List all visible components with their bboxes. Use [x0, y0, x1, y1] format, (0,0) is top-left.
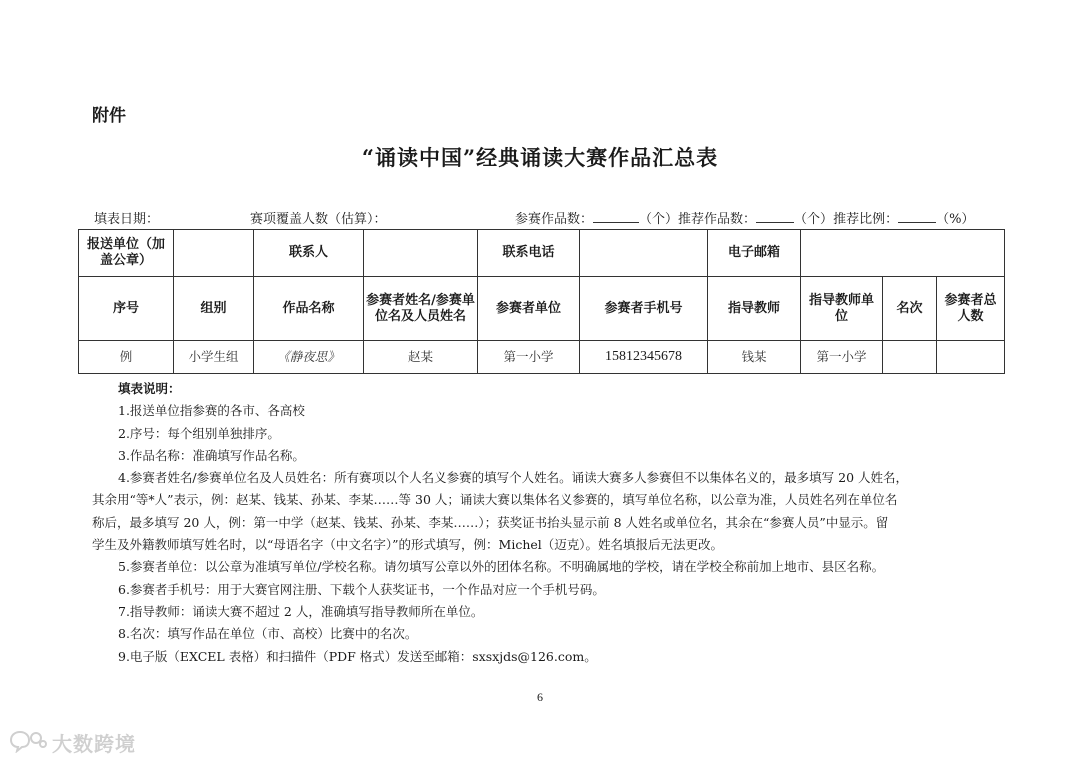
instruction-item-continued: 其余用“等*人”表示，例：赵某、钱某、孙某、李某……等 30 人；诵读大赛以集体名义参赛的，填写单位名称，以公章为准，人员姓名列在单位名 — [92, 492, 898, 508]
submitting-unit-header: 报送单位（加盖公章） — [79, 230, 174, 277]
instruction-item: 3.作品名称：准确填写作品名称。 — [118, 447, 305, 463]
contact-person-cell — [364, 230, 478, 277]
instructions-heading: 填表说明： — [118, 381, 181, 396]
col-header-no: 序号 — [79, 277, 174, 341]
fill-date-label: 填表日期： — [94, 212, 160, 227]
instruction-item-continued: 称后，最多填写 20 人，例：第一中学（赵某、钱某、孙某、李某……）；获奖证书抬头显示前 8 人姓名或单位名，其余在“参赛人员”中显示。留 — [92, 514, 889, 530]
col-header-group: 组别 — [174, 277, 254, 341]
example-group: 小学生组 — [174, 341, 254, 374]
submitting-unit-cell — [174, 230, 254, 277]
fill-coverage-label: 赛项覆盖人数（估算）： — [250, 212, 387, 227]
contact-phone-header: 联系电话 — [478, 230, 580, 277]
example-teacher: 钱某 — [708, 341, 801, 374]
entries-blank — [593, 208, 639, 223]
instruction-item: 1.报送单位指参赛的各市、各高校 — [118, 403, 305, 419]
watermark — [8, 728, 136, 757]
col-header-rank: 名次 — [883, 277, 937, 341]
info-row — [79, 230, 1005, 277]
instruction-item: 4.参赛者姓名/参赛单位名及人员姓名：所有赛项以个人名义参赛的填写个人姓名。诵读大赛多人参赛但不以集体名义的，最多填写 20 人姓名， — [118, 470, 908, 486]
instruction-item: 6.参赛者手机号：用于大赛官网注册、下载个人获奖证书，一个作品对应一个手机号码。 — [118, 581, 605, 597]
instruction-item: 9.电子版（EXCEL 表格）和扫描件（PDF 格式）发送至邮箱：sxsxjds@126.com。 — [118, 648, 597, 664]
email-header: 电子邮箱 — [708, 230, 801, 277]
col-header-phone: 参赛者手机号 — [580, 277, 708, 341]
instruction-item: 2.序号：每个组别单独排序。 — [118, 425, 280, 441]
ratio-unit: （%） — [936, 212, 975, 227]
recommended-unit: （个） — [794, 212, 834, 227]
table-row — [79, 341, 1005, 374]
attachment-label: 附件 — [92, 106, 126, 126]
column-header-row — [79, 277, 1005, 341]
contact-phone-cell — [580, 230, 708, 277]
ratio-blank — [898, 208, 936, 223]
example-phone: 15812345678 — [580, 341, 708, 374]
entries-unit: （个） — [639, 212, 679, 227]
page-title: “诵读中国”经典诵读大赛作品汇总表 — [361, 145, 719, 170]
instructions — [92, 378, 1018, 668]
example-participant: 赵某 — [364, 341, 478, 374]
col-header-teacher-unit: 指导教师单位 — [801, 277, 883, 341]
example-rank — [883, 341, 937, 374]
page-number: 6 — [537, 690, 543, 704]
fill-counts — [515, 208, 974, 227]
example-work: 《静夜思》 — [254, 341, 364, 374]
chat-bubble-icon — [8, 729, 48, 757]
ratio-label: 推荐比例： — [833, 212, 899, 227]
contact-person-header: 联系人 — [254, 230, 364, 277]
watermark-text: 大数跨境 — [52, 732, 136, 756]
col-header-teacher: 指导教师 — [708, 277, 801, 341]
instruction-item: 7.指导教师：诵读大赛不超过 2 人，准确填写指导教师所在单位。 — [118, 603, 484, 619]
example-teacher-unit: 第一小学 — [801, 341, 883, 374]
example-unit: 第一小学 — [478, 341, 580, 374]
instruction-item-continued: 学生及外籍教师填写姓名时，以“母语名字（中文名字）”的形式填写，例：Michel（迈克）。姓名填报后无法更改。 — [92, 537, 724, 553]
entries-label: 参赛作品数： — [515, 212, 594, 227]
recommended-label: 推荐作品数： — [678, 212, 757, 227]
example-no: 例 — [79, 341, 174, 374]
example-total — [937, 341, 1005, 374]
email-cell — [801, 230, 1005, 277]
instruction-item: 8.名次：填写作品在单位（市、高校）比赛中的名次。 — [118, 626, 418, 642]
recommended-blank — [756, 208, 794, 223]
summary-table — [78, 229, 1005, 374]
col-header-unit: 参赛者单位 — [478, 277, 580, 341]
instruction-item: 5.参赛者单位：以公章为准填写单位/学校名称。请勿填写公章以外的团体名称。不明确属地的学校，请在学校全称前加上地市、县区名称。 — [118, 559, 885, 575]
col-header-work: 作品名称 — [254, 277, 364, 341]
col-header-total: 参赛者总人数 — [937, 277, 1005, 341]
col-header-participant: 参赛者姓名/参赛单位名及人员姓名 — [364, 277, 478, 341]
